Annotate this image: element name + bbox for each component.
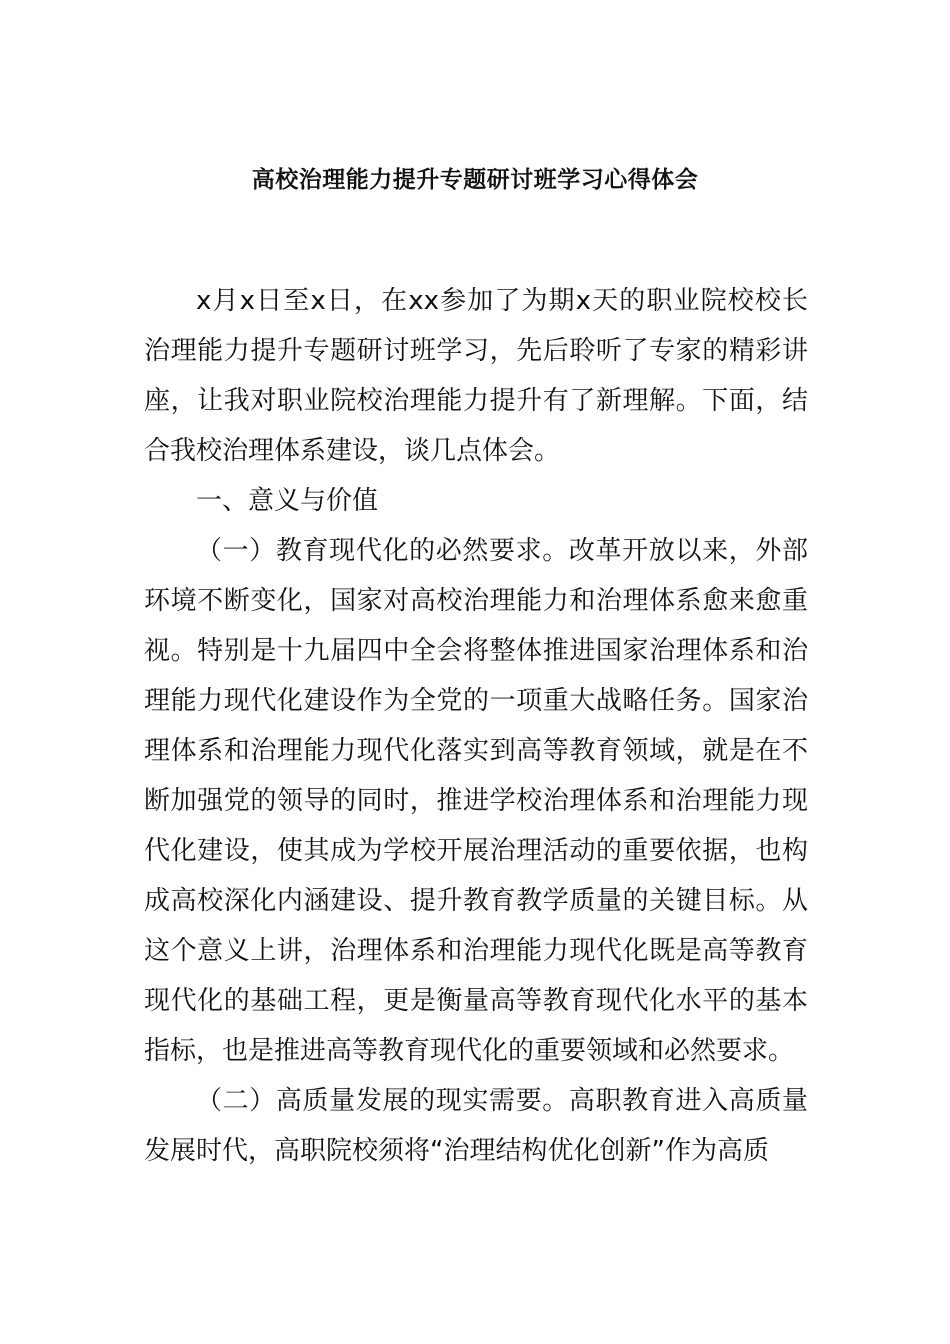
paragraph-high-quality-development: （二）高质量发展的现实需要。高职教育进入高质量发展时代，高职院校须将“治理结构优化创新”作为高质 xyxy=(144,1086,808,1166)
document-title: 高校治理能力提升专题研讨班学习心得体会 xyxy=(251,167,699,193)
paragraph-intro: x月x日至x日，在xx参加了为期x天的职业院校校长治理能力提升专题研讨班学习，先后聆听了专家的精彩讲座，让我对职业院校治理能力提升有了新理解。下面，结合我校治理体系建设，谈几点体会。 xyxy=(144,286,808,466)
section-heading-significance: 一、意义与价值 xyxy=(196,486,379,516)
document-body xyxy=(144,276,808,1176)
paragraph-education-modernization: （一）教育现代化的必然要求。改革开放以来，外部环境不断变化，国家对高校治理能力和治理体系愈来愈重视。特别是十九届四中全会将整体推进国家治理体系和治理能力现代化建设作为全党的一项重大战略任务。国家治理体系和治理能力现代化落实到高等教育领域，就是在不断加强党的领导的同时，推进学校治理体系和治理能力现代化建设，使其成为学校开展治理活动的重要依据，也构成高校深化内涵建设、提升教育教学质量的关键目标。从这个意义上讲，治理体系和治理能力现代化既是高等教育现代化的基础工程，更是衡量高等教育现代化水平的基本指标，也是推进高等教育现代化的重要领域和必然要求。 xyxy=(144,536,808,1066)
